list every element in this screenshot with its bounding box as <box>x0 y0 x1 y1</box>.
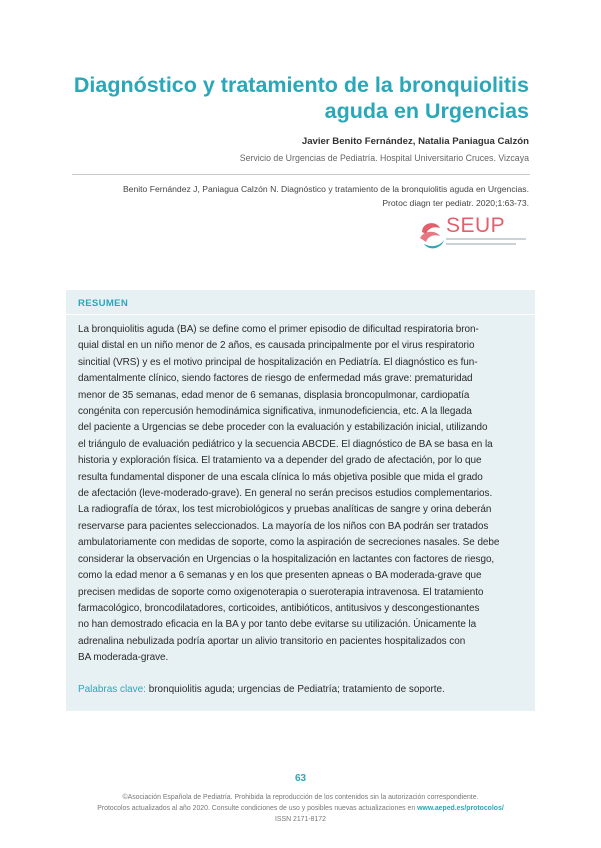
abstract-divider <box>66 314 535 315</box>
abstract-line: La radiografía de tórax, los test microbiológicos y pruebas analíticas de sangre y orina deberán <box>78 504 492 516</box>
logo-subtext <box>446 238 530 245</box>
title-line-2: aguda en Urgencias <box>324 99 529 123</box>
update-text: Protocolos actualizados al año 2020. Consulte condiciones de uso y posibles nuevas actualizaciones en <box>97 805 418 812</box>
abstract-line: el triángulo de evaluación pediátrico y la secuencia ABCDE. El diagnóstico de BA se basa en la <box>78 438 493 450</box>
protocols-link[interactable]: www.aeped.es/protocolos/ <box>417 805 504 812</box>
abstract-line: congénita con repercusión hemodinámica significativa, inmunodeficiencia, etc. A la llegada <box>78 406 472 418</box>
header-divider <box>72 174 530 175</box>
update-line <box>0 803 601 814</box>
citation-line-1: Benito Fernández J, Paniagua Calzón N. Diagnóstico y tratamiento de la bronquiolitis aguda en Urgencias. <box>122 184 529 194</box>
logo-text: SEUP <box>446 214 506 237</box>
affiliation: Servicio de Urgencias de Pediatría. Hospital Universitario Cruces. Vizcaya <box>239 153 529 163</box>
abstract-line: damentalmente clínico, siendo factores de riesgo de enfermedad más grave: prematuridad <box>78 373 473 385</box>
abstract-line: historia y exploración física. El tratamiento va a depender del grado de afectación, por lo que <box>78 455 482 467</box>
abstract-line: resulta fundamental disponer de una escala clínica lo más objetiva posible que mida el grado <box>78 471 483 483</box>
article-title <box>59 72 529 124</box>
abstract-line: farmacológico, broncodilatadores, corticoides, antibióticos, antitusivos y descongestionantes <box>78 602 480 614</box>
keywords-text: bronquiolitis aguda; urgencias de Pediatría; tratamiento de soporte. <box>145 684 445 695</box>
abstract-line: considerar la observación en Urgencias o la hospitalización en lactantes con factores de riesgo, <box>78 553 495 565</box>
issn: ISSN 2171-8172 <box>275 816 326 823</box>
abstract-line: reservarse para pacientes seleccionados. La mayoría de los niños con BA podrán ser tratados <box>78 520 489 532</box>
abstract-body <box>78 322 525 667</box>
footer <box>0 792 601 825</box>
abstract-line: de afectación (leve-moderado-grave). En general no serán precisos estudios complementarios. <box>78 488 493 500</box>
abstract-line: ambulatoriamente con medidas de soporte, como la aspiración de secreciones nasales. Se debe <box>78 537 500 549</box>
abstract-line: precisen medidas de soporte como oxigenoterapia o sueroterapia intravenosa. El tratamiento <box>78 586 484 598</box>
abstract-line: La bronquiolitis aguda (BA) se define como el primer episodio de dificultad respiratoria bron- <box>78 324 479 335</box>
abstract-line: BA moderada-grave. <box>78 652 169 664</box>
abstract-line: como la edad menor a 6 semanas y en los que presenten apneas o BA moderada-grave que <box>78 570 482 582</box>
authors: Javier Benito Fernández, Natalia Paniagua Calzón <box>301 136 529 147</box>
abstract-line: no han demostrado eficacia en la BA y por tanto debe evitarse su utilización. Únicamente la <box>78 619 477 631</box>
citation-line-2: Protoc diagn ter pediatr. 2020;1:63-73. <box>382 198 529 208</box>
abstract-line: sincitial (VRS) y es el motivo principal de hospitalización en Pediatría. El diagnóstico es fun- <box>78 356 478 368</box>
abstract-line: menor de 35 semanas, edad menor de 6 semanas, displasia broncopulmonar, cardiopatía <box>78 389 470 401</box>
page-number: 63 <box>294 773 307 784</box>
abstract-line: quial distal en un niño menor de 2 años, es causada principalmente por el virus respiratorio <box>78 340 475 352</box>
abstract-heading: RESUMEN <box>78 298 129 309</box>
copyright-line: ©Asociación Española de Pediatría. Prohibida la reproducción de los contenidos sin la autorización correspondiente. <box>122 794 479 801</box>
title-line-1: Diagnóstico y tratamiento de la bronquiolitis <box>73 73 529 97</box>
abstract-line: adrenalina nebulizada podría aportar un alivio transitorio en pacientes hospitalizados con <box>78 635 466 647</box>
citation <box>59 182 529 210</box>
abstract-line: del paciente a Urgencias se debe proceder con la evaluación y estabilización inicial, utilizando <box>78 422 488 434</box>
keywords-label: Palabras clave: <box>78 684 146 695</box>
keywords <box>78 683 525 697</box>
